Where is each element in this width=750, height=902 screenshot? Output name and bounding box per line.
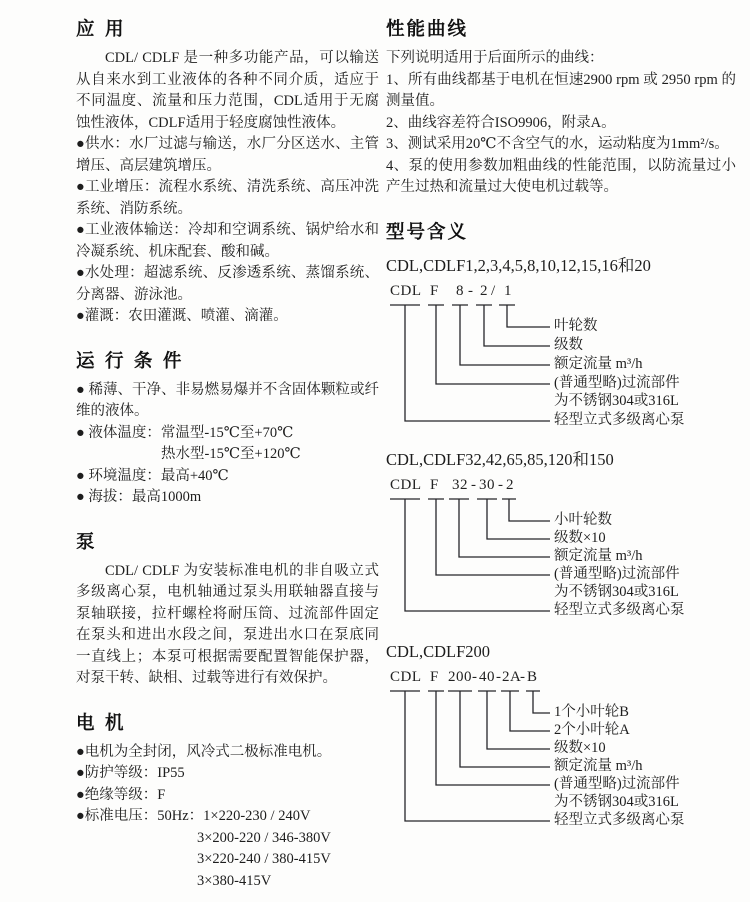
section-heading-performance-curves: 性能曲线: [386, 19, 469, 40]
bullet-item-altitude: ● 海拔：最高1000m: [76, 489, 202, 505]
bullet-item-liquid-type: ● 稀薄、干净、非易燃易爆并不含固体颗粒或纤维的液体。: [76, 381, 379, 419]
model-code-label: 为不锈钢304或316L: [554, 793, 679, 810]
model-code-part: 2: [480, 282, 488, 299]
curves-intro: 下列说明适用于后面所示的曲线：: [386, 50, 604, 66]
model-code-part: 30: [479, 476, 495, 493]
model-code-label: 2个小叶轮A: [554, 721, 630, 738]
model-code-part: F: [430, 668, 439, 685]
model-code-separator: /: [491, 282, 496, 299]
model-code-label: 额定流量 m³/h: [554, 355, 643, 372]
voltage-line: 3×380-415V: [197, 872, 272, 889]
bullet-item-water-supply: ●供水：水厂过滤与输送，水厂分区送水、主管增压、高层建筑增压。: [76, 136, 379, 174]
curves-note-4: 4、泵的使用参数加粗曲线的性能范围，以防流量过小产生过热和流量过大使电机过载等。: [386, 157, 736, 195]
model-code-separator: -: [520, 668, 526, 685]
model-code-part: 40: [479, 668, 495, 685]
model-code-part: F: [430, 476, 439, 493]
model-code-separator: -: [468, 282, 474, 299]
section-heading-application: 应 用: [76, 19, 126, 40]
model-code-diagram-1: [386, 283, 736, 435]
curves-note-1: 1、所有曲线都基于电机在恒速2900 rpm 或 2950 rpm 的测量值。: [386, 71, 736, 109]
model-code-label: 轻型立式多级离心泵: [554, 601, 685, 618]
bullet-item-insulation-class: ●绝缘等级：F: [76, 786, 166, 803]
model-code-label: 级数×10: [554, 529, 606, 546]
model-code-separator: -: [498, 476, 504, 493]
right-column: [386, 18, 736, 837]
model-code-label: 1个小叶轮B: [554, 703, 629, 720]
bullet-item-motor-type: ●电机为全封闭，风冷式二极标准电机。: [76, 743, 332, 760]
bullet-item-liquid-temp: ● 液体温度：常温型-15℃至+70℃: [76, 424, 294, 441]
model-code-part: F: [430, 282, 439, 299]
left-column: [76, 18, 379, 892]
voltage-line: 3×200-220 / 346-380V: [197, 829, 331, 846]
model-code-part: 2: [506, 476, 514, 493]
bullet-item-standard-voltage: ●标准电压：50Hz：1×220-230 / 240V: [76, 808, 311, 824]
model-code-part: 200: [448, 668, 472, 685]
model-code-diagram-3: [386, 669, 736, 837]
model-series-title-3: CDL,CDLF200: [386, 641, 491, 661]
model-code-part: 32: [452, 476, 468, 493]
model-code-label: 额定流量 m³/h: [554, 757, 643, 774]
voltage-line: 3×220-240 / 380-415V: [197, 851, 331, 867]
liquid-temp-hot-water-line: 热水型-15℃至+120℃: [161, 446, 301, 462]
model-code-part: CDL: [390, 282, 422, 299]
model-code-label: 级数: [554, 336, 583, 353]
model-code-part: 1: [504, 282, 512, 299]
section-heading-operating-conditions: 运 行 条 件: [76, 350, 184, 372]
bullet-item-irrigation: ●灌溉：农田灌溉、喷灌、滴灌。: [76, 308, 288, 324]
bullet-item-water-treatment: ●水处理：超滤系统、反渗透系统、蒸馏系统、分离器、游泳池。: [76, 265, 379, 303]
model-code-label: 轻型立式多级离心泵: [554, 811, 685, 828]
section-heading-pump: 泵: [76, 531, 97, 553]
model-code-part: CDL: [390, 668, 422, 685]
curves-note-3: 3、测试采用20℃不含空气的水，运动粘度为1mm²/s。: [386, 136, 729, 152]
model-code-separator: -: [471, 476, 477, 493]
pump-description: CDL/ CDLF 为安装标准电机的非自吸立式多级离心泵，电机轴通过泵头用联轴器直接与泵轴联接，拉杆螺栓将耐压筒、过流部件固定在泵头和进出水段之间，泵进出水口在泵底同一直线上；本泵可根据需要配置智能保护器，对泵干转、缺相、过载等进行有效保护。: [76, 562, 379, 686]
model-code-part: CDL: [390, 476, 422, 493]
bullet-item-industrial-boost: ●工业增压：流程水系统、清洗系统、高压冲洗系统、消防系统。: [76, 179, 379, 217]
model-code-part: 8: [456, 282, 464, 299]
model-code-label: 为不锈钢304或316L: [554, 392, 679, 409]
model-code-separator: -: [496, 668, 502, 685]
section-heading-motor: 电 机: [76, 712, 126, 734]
model-code-label: (普通型略)过流部件: [554, 565, 680, 582]
model-code-label: (普通型略)过流部件: [554, 374, 680, 391]
bullet-item-protection-class: ●防护等级：IP55: [76, 765, 185, 781]
model-code-diagram-2: [386, 477, 736, 627]
model-code-label: 为不锈钢304或316L: [554, 583, 679, 600]
model-code-label: (普通型略)过流部件: [554, 775, 680, 792]
model-series-title-2: CDL,CDLF32,42,65,85,120和150: [386, 449, 614, 469]
model-code-label: 叶轮数: [554, 317, 598, 334]
model-series-title-1: CDL,CDLF1,2,3,4,5,8,10,12,15,16和20: [386, 255, 651, 275]
model-code-label: 额定流量 m³/h: [554, 547, 643, 564]
section-heading-model-designation: 型号含义: [386, 221, 469, 243]
application-intro: CDL/ CDLF 是一种多功能产品，可以输送从自来水到工业液体的各种不同介质，适应于不同温度、流量和压力范围，CDL适用于无腐蚀性液体，CDLF适用于轻度腐蚀性液体。: [76, 50, 379, 131]
curves-note-2: 2、曲线容差符合ISO9906，附录A。: [386, 114, 616, 131]
bullet-item-ambient-temp: ● 环境温度：最高+40℃: [76, 467, 229, 484]
model-code-part: B: [527, 668, 538, 685]
model-code-label: 小叶轮数: [554, 511, 612, 528]
model-code-part: 2A: [502, 668, 522, 685]
model-code-separator: -: [472, 668, 478, 685]
model-code-label: 轻型立式多级离心泵: [554, 411, 685, 428]
bullet-item-liquid-transfer: ●工业液体输送：冷却和空调系统、锅炉给水和冷凝系统、机床配套、酸和碱。: [76, 222, 379, 260]
model-code-label: 级数×10: [554, 739, 606, 756]
